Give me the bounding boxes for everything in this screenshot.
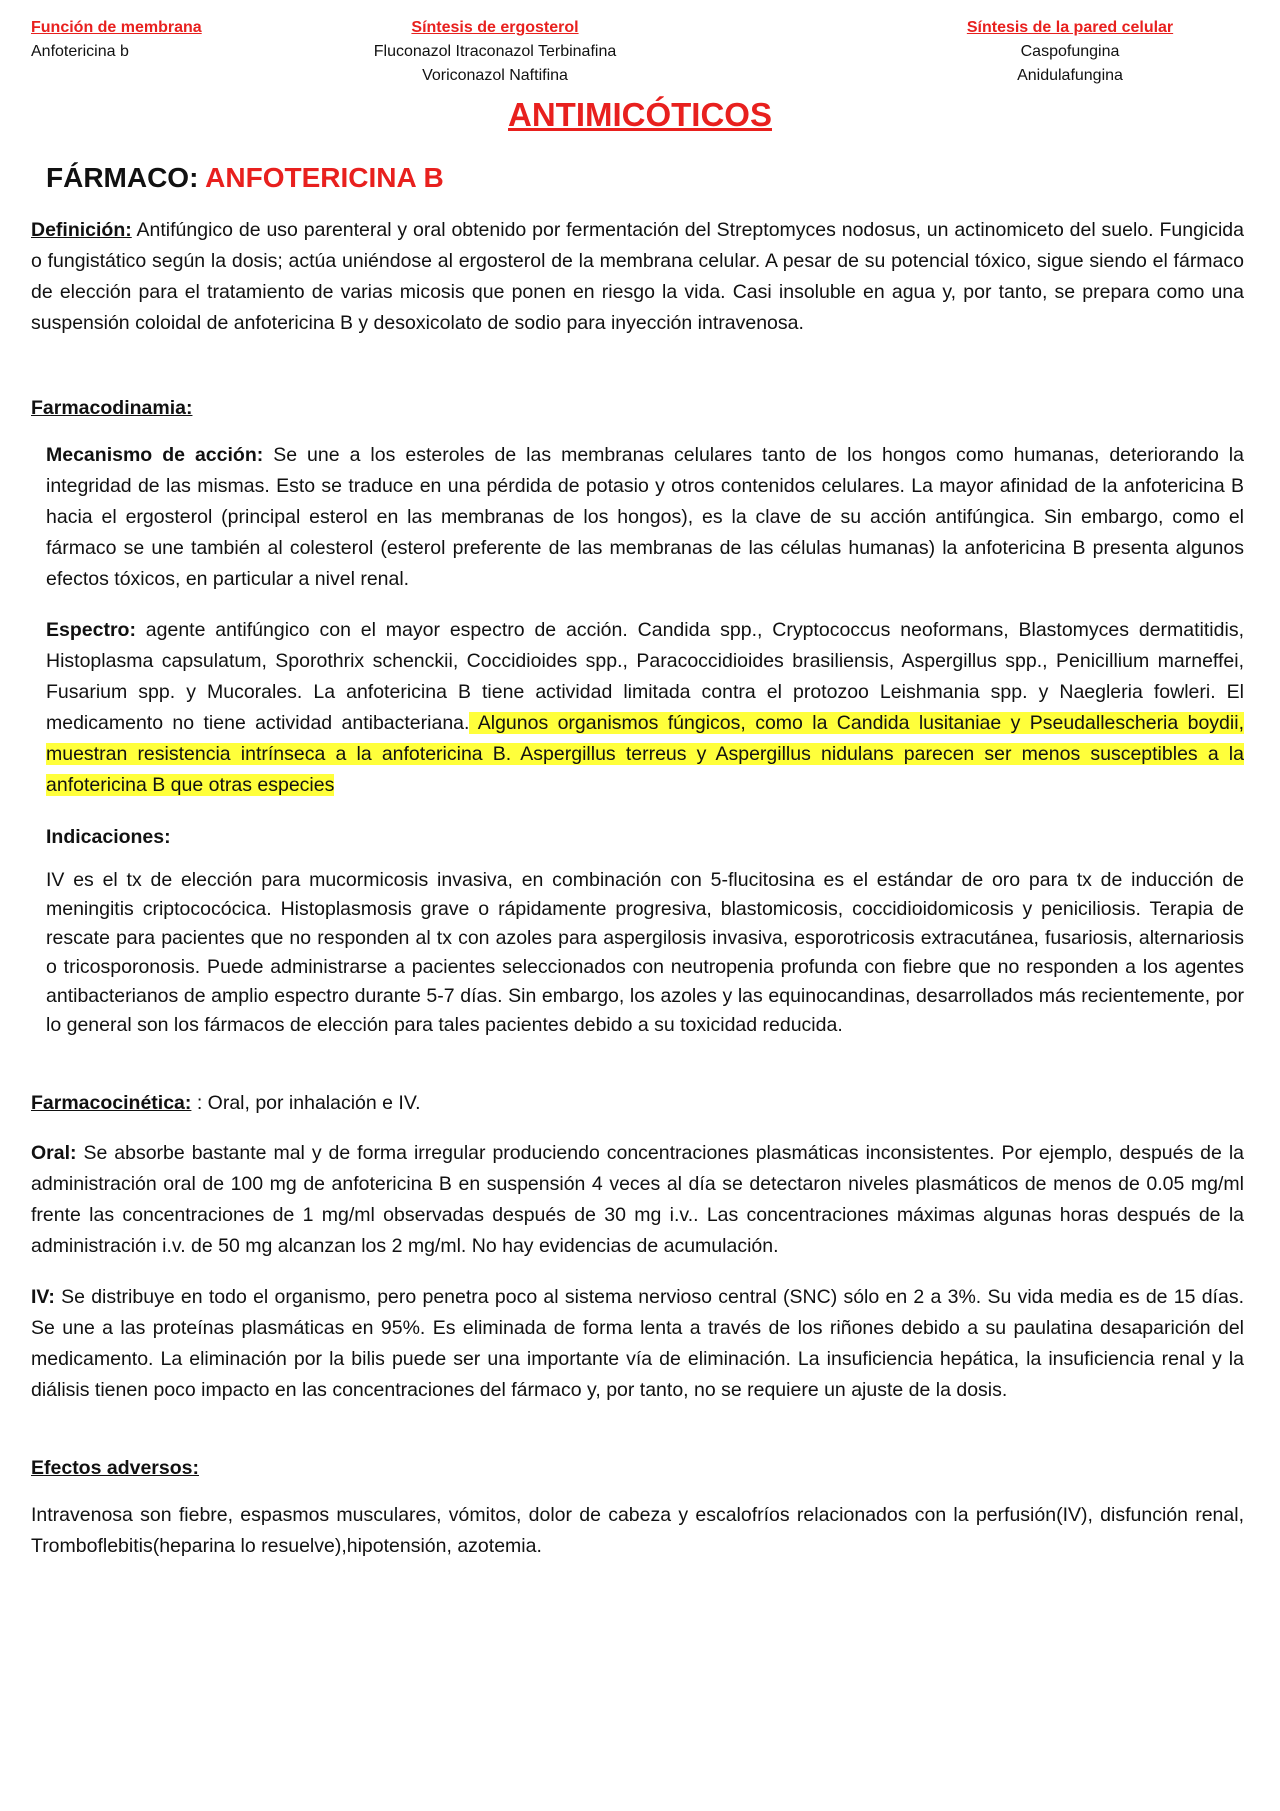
pharmacokinetics-text: : Oral, por inhalación e IV. xyxy=(191,1092,421,1114)
oral-text: Se absorbe bastante mal y de forma irregular produciendo concentraciones plasmáticas inconsistentes. Por ejemplo, después de la administración oral de 100 mg de anfotericina B en suspensión 4 veces al día se detectaron niveles plasmáticos de menos de 0.05 mg/ml frente las concentraciones de 1 mg/ml observadas después de 30 mg i.v.. Las concentraciones máximas algunas horas después de la administración i.v. de 50 mg alcanzan los 2 mg/ml. No hay evidencias de acumulación. xyxy=(31,1142,1244,1257)
adverse-effects-heading xyxy=(31,1453,1244,1484)
indications-paragraph: IV es el tx de elección para mucormicosis invasiva, en combinación con 5-flucitosina es el estándar de oro para tx de inducción de meningitis criptococócica. Histoplasmosis grave o rápidamente progresiva, blastomicosis, coccidioidomicosis y peniciliosis. Terapia de rescate para pacientes que no responden al tx con azoles para aspergilosis invasiva, esporotricosis extracutánea, fusariosis, alternariosis o tricosporonosis. Puede administrarse a pacientes seleccionados con neutropenia profunda con fiebre que no responden a los agentes antibacterianos de amplio espectro durante 5-7 días. Sin embargo, los azoles y las equinocandinas, desarrollados más recientemente, por lo general son los fármacos de elección para tales pacientes debido a su toxicidad reducida. xyxy=(46,869,1244,1036)
spectrum-label: Espectro: xyxy=(46,619,136,641)
header-drug-line: Voriconazol Naftifina xyxy=(422,67,568,84)
header-column-membrane xyxy=(31,16,291,64)
header-title-cell-wall: Síntesis de la pared celular xyxy=(966,19,1174,36)
iv-paragraph xyxy=(31,1282,1244,1406)
indications-heading-text: Indicaciones: xyxy=(46,826,171,848)
header-column-ergosterol xyxy=(335,16,655,88)
header-column-cell-wall xyxy=(945,16,1195,88)
spectrum-highlight: Algunos organismos fúngicos, como la Candida lusitaniae y Pseudallescheria boydii, muestran resistencia intrínseca a la anfotericina B. Aspergillus terreus y Aspergillus nidulans parecen ser menos susceptibles a la anfotericina B que otras especies xyxy=(46,712,1244,796)
definition-paragraph xyxy=(31,215,1244,339)
pharmacokinetics-line xyxy=(31,1088,1244,1119)
spectrum-text: agente antifúngico con el mayor espectro de acción. Candida spp., Cryptococcus neoformans, Blastomyces dermatitidis, Histoplasma capsulatum, Sporothrix schenckii, Coccidioides spp., Paracoccidioides brasiliensis, Aspergillus spp., Penicillium marneffei, Fusarium spp. y Mucorales. La anfotericina B tiene actividad limitada contra el protozoo Leishmania spp. y Naegleria fowleri. El medicamento no tiene actividad antibacteriana. xyxy=(46,619,1244,734)
mechanism-text: Se une a los esteroles de las membranas celulares tanto de los hongos como humanas, deteriorando la integridad de las mismas. Esto se traduce en una pérdida de potasio y otros contenidos celulares. La mayor afinidad de la anfotericina B hacia el ergosterol (principal esterol en las membranas de los hongos), es la clave de su acción antifúngica. Sin embargo, como el fármaco se une también al colesterol (esterol preferente de las membranas de las células humanas) la anfotericina B presenta algunos efectos tóxicos, en particular a nivel renal. xyxy=(46,444,1244,590)
header-drug-line: Fluconazol Itraconazol Terbinafina xyxy=(373,43,617,60)
definition-text: Antifúngico de uso parenteral y oral obtenido por fermentación del Streptomyces nodosus, un actinomiceto del suelo. Fungicida o fungistático según la dosis; actúa uniéndose al ergosterol de la membrana celular. A pesar de su potencial tóxico, sigue siendo el fármaco de elección para el tratamiento de varias micosis que ponen en riesgo la vida. Casi insoluble en agua y, por tanto, se prepara como una suspensión coloidal de anfotericina B y desoxicolato de sodio para inyección intravenosa. xyxy=(31,219,1244,334)
drug-label: FÁRMACO: xyxy=(46,162,206,193)
drug-name: ANFOTERICINA B xyxy=(205,162,444,193)
header-drug-line: Caspofungina xyxy=(1020,43,1120,60)
page-title: ANTIMICÓTICOS xyxy=(508,96,772,133)
adverse-effects-heading-text: Efectos adversos: xyxy=(31,1457,199,1479)
indications-heading xyxy=(46,822,1244,853)
pharmacodynamics-heading xyxy=(31,393,1244,424)
oral-label: Oral: xyxy=(31,1142,77,1164)
iv-label: IV: xyxy=(31,1286,55,1308)
iv-text: Se distribuye en todo el organismo, pero penetra poco al sistema nervioso central (SNC) sólo en 2 a 3%. Su vida media es de 15 días. Se une a las proteínas plasmáticas en 95%. Es eliminada de forma lenta a través de los riñones debido a su paulatina desaparición del medicamento. La eliminación por la bilis puede ser una importante vía de eliminación. La insuficiencia hepática, la insuficiencia renal y la diálisis tienen poco impacto en las concentraciones del fármaco y, por tanto, no se requiere un ajuste de la dosis. xyxy=(31,1286,1244,1401)
adverse-effects-paragraph: Intravenosa son fiebre, espasmos musculares, vómitos, dolor de cabeza y escalofríos relacionados con la perfusión(IV), disfunción renal, Tromboflebitis(heparina lo resuelve),hipotensión, azotemia. xyxy=(31,1504,1244,1557)
header-title-membrane: Función de membrana xyxy=(31,19,202,36)
header-drug-line: Anfotericina b xyxy=(31,43,129,60)
oral-paragraph xyxy=(31,1138,1244,1262)
spectrum-paragraph xyxy=(46,615,1244,801)
header-title-ergosterol: Síntesis de ergosterol xyxy=(411,19,579,36)
definition-label: Definición: xyxy=(31,219,132,241)
pharmacodynamics-heading-text: Farmacodinamia: xyxy=(31,397,193,419)
drug-heading xyxy=(46,160,444,196)
pharmacokinetics-label: Farmacocinética: xyxy=(31,1092,192,1114)
header-drug-line: Anidulafungina xyxy=(1017,67,1123,84)
mechanism-paragraph xyxy=(46,440,1244,595)
mechanism-label: Mecanismo de acción: xyxy=(46,444,264,466)
